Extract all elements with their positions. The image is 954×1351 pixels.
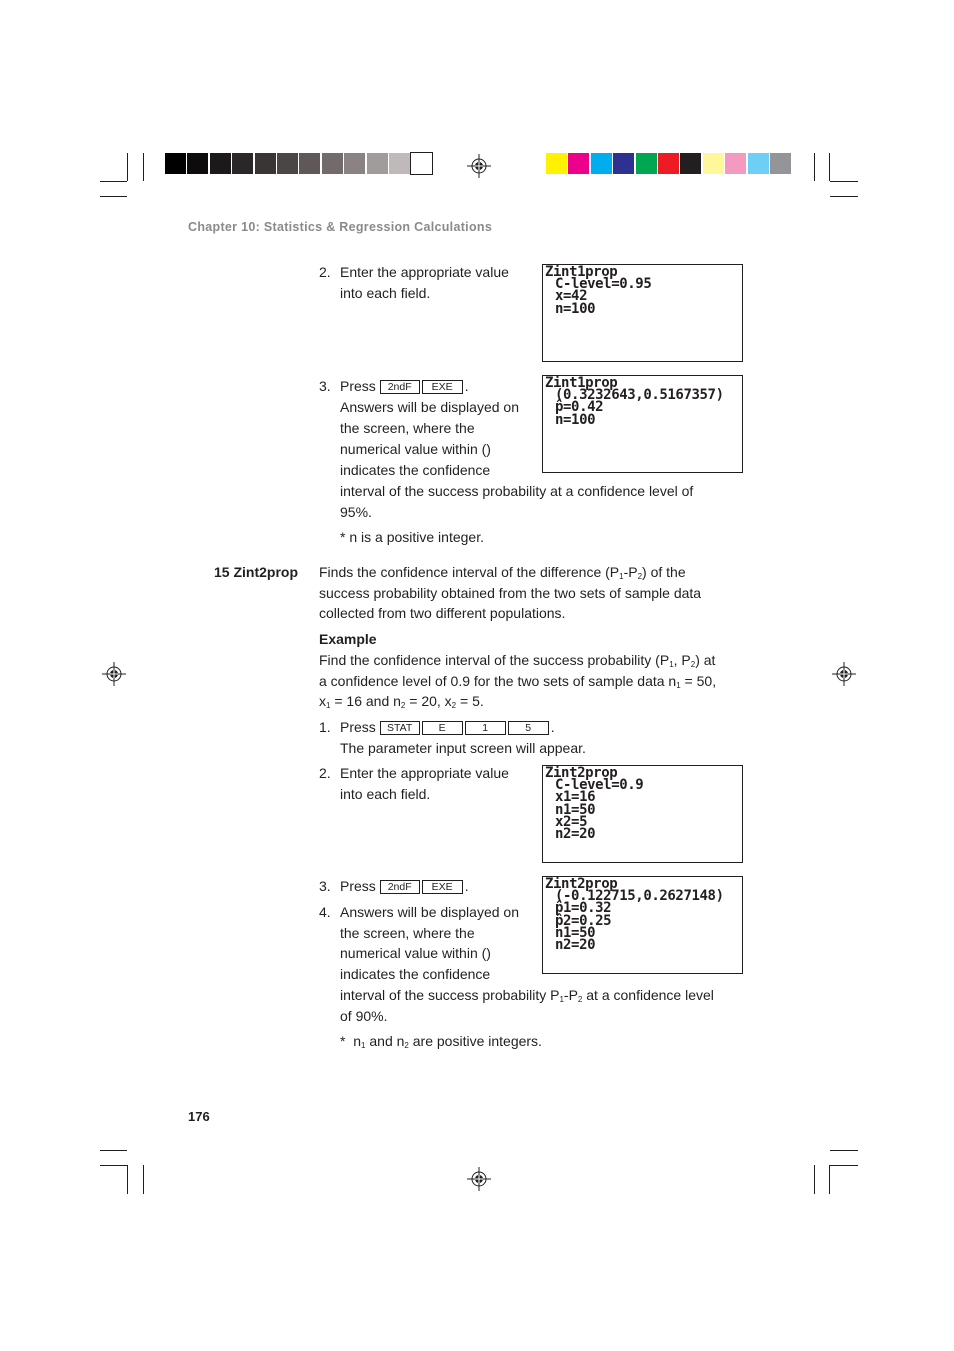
period: . [464,878,469,894]
color-swatch [770,153,791,174]
text: Finds the confidence interval of the difference (P [319,564,620,580]
text: ) at [695,652,716,668]
text: Find the confidence interval of the success probability (P [319,652,670,668]
step-number: 2. [319,765,331,781]
screen-line: (0.3232643,0.5167357) [555,387,724,404]
subscript: 2 [690,660,696,669]
key-1: 1 [465,721,506,735]
step-number: 3. [319,878,331,894]
text: and n [365,1033,405,1049]
subscript: 2 [404,1041,409,1050]
step-text: The parameter input screen will appear. [340,740,586,756]
color-control-bar [546,153,791,174]
calculator-screen [542,765,743,863]
step-text: into each field. [340,786,431,802]
section-heading: 15 Zint2prop [214,564,299,580]
subscript: 2 [637,572,643,581]
screen-line: x1=16 [555,789,596,806]
press-label: Press [340,719,376,735]
step-press-line [340,876,469,897]
registration-mark-icon [832,662,856,686]
screen-line: n=100 [555,411,596,428]
color-swatch [703,153,724,174]
key-exe: EXE [422,380,463,394]
subscript: 2 [451,701,457,710]
step-text: Enter the appropriate value [340,765,509,781]
step-text: 95%. [340,504,372,520]
screen-line: (-0.122715,0.2627148) [555,888,724,905]
press-label: Press [340,878,376,894]
screen-line: C-level=0.95 [555,276,652,293]
text: = 50, [680,673,717,689]
calculator-screen [542,375,743,473]
text: n [353,1033,362,1049]
step-text [340,985,714,1006]
color-swatch [680,153,701,174]
period: . [550,719,555,735]
color-swatch [210,153,231,174]
example-title: Example [319,631,377,647]
text: -P [623,564,638,580]
note-text: n is a positive integer. [349,529,484,545]
text: -P [563,987,578,1003]
note-star: * [340,529,346,545]
color-swatch [613,153,634,174]
screen-line: x2=5 [555,813,588,830]
color-swatch [748,153,769,174]
step-text: interval of the success probability at a confidence level of [340,483,694,499]
screen-line: x=42 [555,288,588,305]
color-swatch [411,153,432,174]
note [340,527,484,548]
subscript: 1 [619,572,624,581]
screen-line: Zint2prop [545,765,618,781]
color-swatch [725,153,746,174]
period: . [464,378,469,394]
step-text: Enter the appropriate value [340,264,509,280]
description-line: success probability obtained from the two sets of sample data [319,585,702,601]
color-swatch [568,153,589,174]
step-number: 1. [319,719,331,735]
registration-mark-icon [467,154,491,178]
subscript: 1 [676,681,681,690]
text: = 5. [456,693,484,709]
subscript: 1 [361,1041,366,1050]
example-line [319,650,715,671]
text: = 20, x [405,693,452,709]
step-text: numerical value within () [340,945,491,961]
subscript: 2 [400,701,406,710]
step-press-line [340,717,555,738]
step-text: numerical value within () [340,441,491,457]
color-swatch [277,153,298,174]
screen-line: n2=20 [555,826,596,843]
step-number: 2. [319,264,331,280]
step-text: the screen, where the [340,420,475,436]
subscript: 1 [326,701,331,710]
screen-line: Zint1prop [545,264,618,280]
color-swatch [636,153,657,174]
color-swatch [187,153,208,174]
screen-line: n1=50 [555,801,596,818]
step-text: Answers will be displayed on [340,904,519,920]
screen-line: Zint2prop [545,876,618,892]
color-swatch [299,153,320,174]
subscript: 1 [559,995,564,1004]
step-text: the screen, where the [340,925,475,941]
subscript: 2 [577,995,583,1004]
registration-mark-icon [102,662,126,686]
text: are positive integers. [408,1033,542,1049]
description-line [319,562,686,583]
step-text: of 90%. [340,1008,388,1024]
subscript: 1 [669,660,674,669]
description-line: collected from two different populations. [319,605,566,621]
screen-line: C-level=0.9 [555,777,644,794]
step-press-line [340,376,469,397]
text: interval of the success probability P [340,987,560,1003]
registration-mark-icon [467,1167,491,1191]
color-swatch [546,153,567,174]
gray-scale-bar [165,153,410,174]
press-label: Press [340,378,376,394]
step-text: Answers will be displayed on [340,399,519,415]
key-e: E [422,721,463,735]
example-line [319,671,716,692]
color-swatch [255,153,276,174]
text: ) of the [642,564,686,580]
step-number: 4. [319,904,331,920]
key-2ndf: 2ndF [380,380,420,394]
step-number: 3. [319,378,331,394]
key-2ndf: 2ndF [380,880,420,894]
color-swatch [322,153,343,174]
screen-line: p̂1=0.32 [555,900,612,917]
calculator-screen [542,264,743,362]
chapter-header: Chapter 10: Statistics & Regression Calculations [188,220,493,234]
text: = 16 and n [330,693,401,709]
color-swatch [165,153,186,174]
color-swatch [658,153,679,174]
step-text: into each field. [340,285,431,301]
text: x [319,693,326,709]
color-swatch [389,153,410,174]
screen-line: n=100 [555,300,596,317]
text: at a confidence level [582,987,714,1003]
example-line [319,691,484,712]
color-swatch [232,153,253,174]
page-number: 176 [188,1109,210,1124]
text: , P [673,652,691,668]
color-swatch [591,153,612,174]
color-swatch [367,153,388,174]
note [340,1031,542,1052]
screen-line: n1=50 [555,924,596,941]
step-text: indicates the confidence [340,462,491,478]
color-swatch [344,153,365,174]
screen-line: Zint1prop [545,375,618,391]
step-text: indicates the confidence [340,966,491,982]
key-exe: EXE [422,880,463,894]
text: a confidence level of 0.9 for the two sets of sample data n [319,673,677,689]
key-stat: STAT [380,721,420,735]
note-star: * [340,1033,346,1049]
screen-line: n2=20 [555,937,596,954]
key-5: 5 [508,721,549,735]
calculator-screen [542,876,743,974]
screen-line: p̂2=0.25 [555,912,612,929]
screen-line: p̂=0.42 [555,399,604,416]
